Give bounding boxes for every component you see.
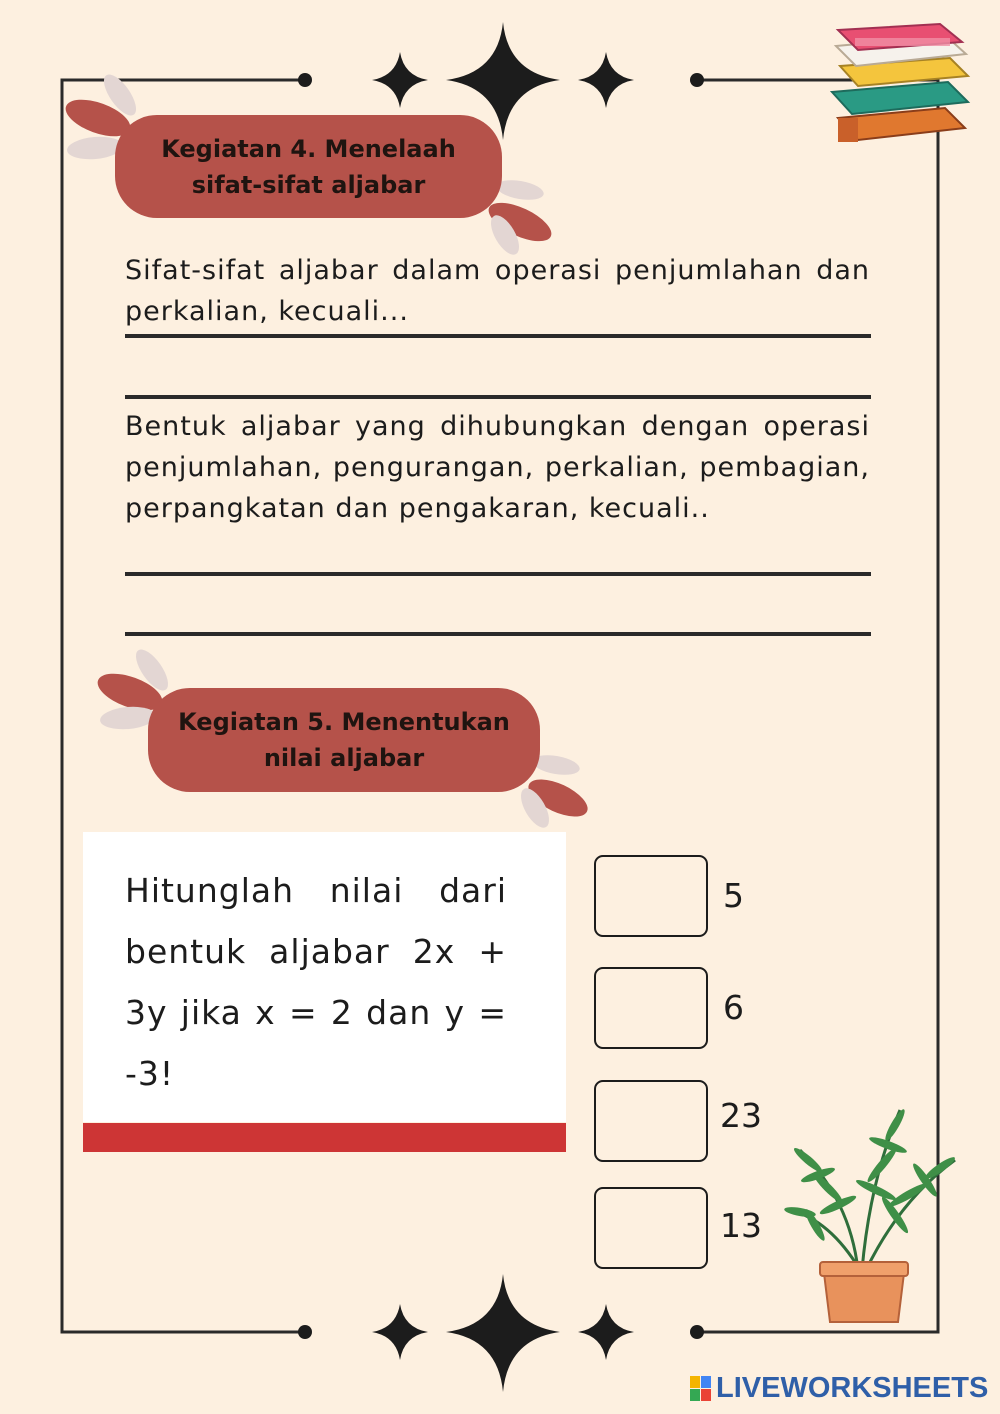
brand-text: LIVEWORKSHEETS	[716, 1372, 989, 1404]
activity-5-heading-text: Kegiatan 5. Menentukan nilai aljabar	[178, 708, 510, 772]
option-checkbox[interactable]	[594, 855, 708, 937]
frame-dot	[690, 73, 704, 87]
answer-line[interactable]	[125, 334, 871, 338]
question-2-text: Bentuk aljabar yang dihubungkan dengan operasi penjumlahan, pengurangan, perkalian, pembagian, perpangkatan dan pengakaran, kecuali..	[125, 411, 870, 524]
frame-dot	[690, 1325, 704, 1339]
question-3-text: Hitunglah nilai dari bentuk aljabar 2x + 3y jika x = 2 dan y = -3!	[125, 871, 507, 1093]
sparkle-icon	[446, 1274, 560, 1392]
sparkle-icon	[372, 1304, 428, 1360]
answer-line[interactable]	[125, 632, 871, 636]
option-checkbox[interactable]	[594, 1187, 708, 1269]
card-accent-bar	[83, 1123, 566, 1152]
plant-illustration	[784, 1107, 957, 1322]
books-illustration	[832, 24, 968, 142]
question-1-text: Sifat-sifat aljabar dalam operasi penjumlahan dan perkalian, kecuali...	[125, 255, 870, 327]
frame-dot	[298, 73, 312, 87]
option-label: 13	[720, 1206, 762, 1245]
option-checkbox[interactable]	[594, 1080, 708, 1162]
option-label: 23	[720, 1096, 762, 1135]
frame-dot	[298, 1325, 312, 1339]
activity-4-heading-text: Kegiatan 4. Menelaah sifat-sifat aljabar	[161, 134, 456, 199]
sparkle-icon	[578, 1304, 634, 1360]
option-label: 5	[723, 876, 744, 915]
answer-line[interactable]	[125, 395, 871, 399]
liveworksheets-logo[interactable]	[690, 1372, 988, 1405]
liveworksheets-icon	[690, 1376, 712, 1402]
option-checkbox[interactable]	[594, 967, 708, 1049]
option-label: 6	[723, 988, 744, 1027]
sparkle-icon	[578, 52, 634, 108]
answer-line[interactable]	[125, 572, 871, 576]
sparkle-icon	[372, 52, 428, 108]
activity-5-heading	[148, 688, 540, 792]
activity-4-heading	[115, 115, 502, 218]
